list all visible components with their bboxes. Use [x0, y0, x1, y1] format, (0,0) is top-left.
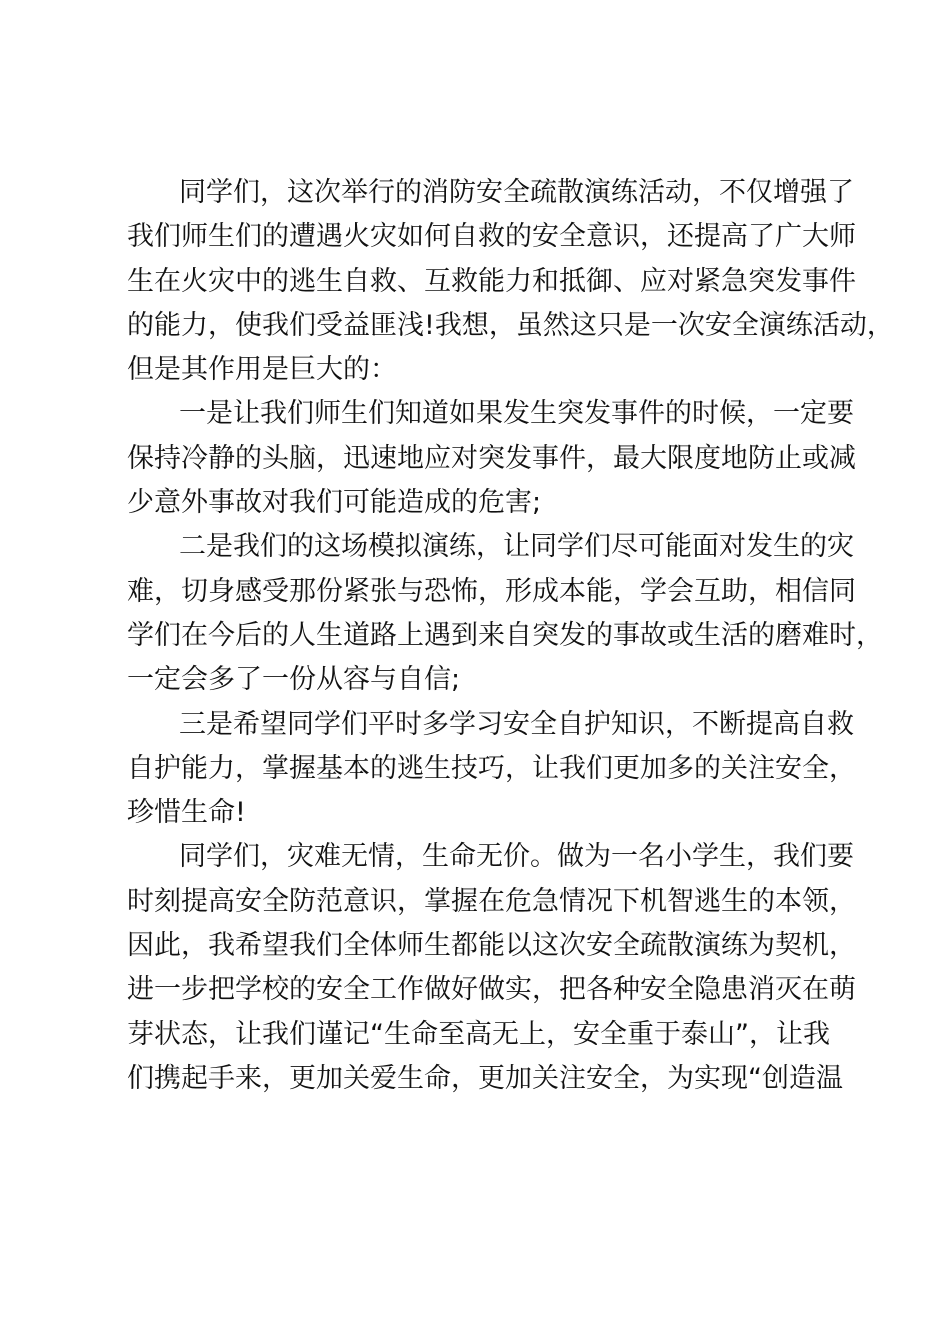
text-line: 一是让我们师生们知道如果发生突发事件的时候，一定要 [179, 398, 854, 430]
text-line: 保持冷静的头脑，迅速地应对突发事件，最大限度地防止或减 [127, 442, 856, 474]
text-line: 生在火灾中的逃生自救、互救能力和抵御、应对紧急突发事件 [127, 265, 856, 297]
text-line: 但是其作用是巨大的： [127, 354, 397, 386]
text-line: 自护能力，掌握基本的逃生技巧，让我们更加多的关注安全， [127, 752, 856, 784]
text-line: 学们在今后的人生道路上遇到来自突发的事故或生活的磨难时， [127, 619, 883, 651]
text-line: 进一步把学校的安全工作做好做实，把各种安全隐患消灭在萌 [127, 974, 856, 1006]
text-line: 珍惜生命! [127, 797, 246, 829]
body-text [127, 171, 894, 1101]
text-line: 难，切身感受那份紧张与恐怖，形成本能，学会互助，相信同 [127, 575, 856, 607]
text-line: 我们师生们的遭遇火灾如何自救的安全意识，还提高了广大师 [127, 221, 856, 253]
text-line: 二是我们的这场模拟演练，让同学们尽可能面对发生的灾 [179, 531, 854, 563]
text-line: 少意外事故对我们可能造成的危害; [127, 487, 542, 519]
text-line: 因此，我希望我们全体师生都能以这次安全疏散演练为契机， [127, 930, 856, 962]
text-line: 三是希望同学们平时多学习安全自护知识，不断提高自救 [179, 708, 854, 740]
text-line: 们携起手来，更加关爱生命，更加关注安全，为实现“创造温 [127, 1062, 843, 1094]
text-line: 同学们，这次举行的消防安全疏散演练活动，不仅增强了 [179, 177, 854, 208]
text-line: 同学们，灾难无情，生命无价。做为一名小学生，我们要 [179, 841, 854, 873]
text-line: 一定会多了一份从容与自信; [127, 664, 461, 696]
text-line: 的能力，使我们受益匪浅!我想，虽然这只是一次安全演练活动， [127, 309, 894, 341]
text-line: 芽状态，让我们谨记“生命至高无上，安全重于泰山”，让我 [127, 1018, 830, 1050]
text-line: 时刻提高安全防范意识，掌握在危急情况下机智逃生的本领， [127, 885, 856, 917]
